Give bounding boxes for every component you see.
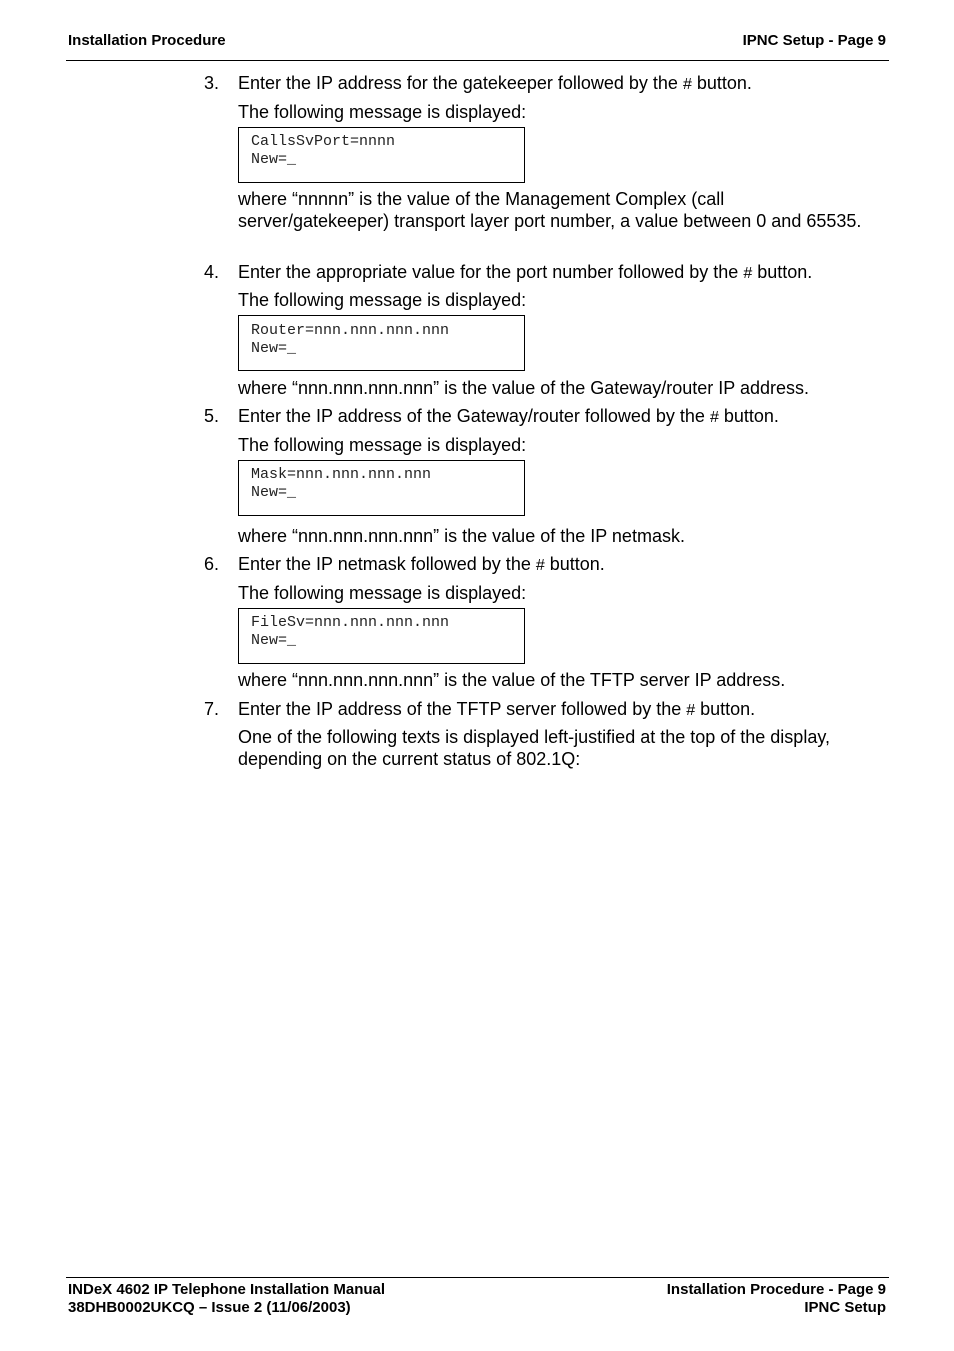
step-instruction: Enter the IP address of the Gateway/router followed by the # button. bbox=[238, 406, 779, 426]
page-header bbox=[66, 32, 889, 61]
footer-manual-title: INDeX 4602 IP Telephone Installation Manual bbox=[68, 1281, 386, 1298]
step-number: 7. bbox=[204, 699, 220, 719]
message-intro: The following message is displayed: bbox=[238, 102, 527, 122]
display-line-1: Mask=nnn.nnn.nnn.nnn bbox=[251, 466, 432, 483]
step-instruction: Enter the IP address for the gatekeeper followed by the # button. bbox=[238, 73, 752, 93]
where-explanation: where “nnnnn” is the value of the Management Complex (call server/gatekeeper) transport layer port number, a value between 0 and 65535. bbox=[238, 189, 862, 231]
step-number: 6. bbox=[204, 554, 220, 574]
step-instruction: Enter the IP netmask followed by the # button. bbox=[238, 554, 605, 574]
display-message-box bbox=[238, 127, 525, 183]
message-intro: The following message is displayed: bbox=[238, 435, 527, 455]
hash-key-symbol: # bbox=[682, 76, 692, 93]
display-message-box bbox=[238, 315, 525, 371]
page-footer bbox=[66, 1277, 889, 1316]
header-section-title: Installation Procedure bbox=[68, 32, 226, 49]
display-line-1: FileSv=nnn.nnn.nnn.nnn bbox=[251, 614, 450, 631]
display-message-box bbox=[238, 460, 525, 516]
header-page-label: IPNC Setup - Page 9 bbox=[742, 32, 886, 49]
step-number: 4. bbox=[204, 262, 220, 282]
hash-key-symbol: # bbox=[686, 702, 696, 719]
step-number: 5. bbox=[204, 406, 220, 426]
step-instruction: Enter the IP address of the TFTP server followed by the # button. bbox=[238, 699, 756, 719]
message-intro: The following message is displayed: bbox=[238, 290, 527, 310]
display-line-2: New=_ bbox=[251, 484, 297, 501]
display-line-2: New=_ bbox=[251, 632, 297, 649]
where-explanation: where “nnn.nnn.nnn.nnn” is the value of the IP netmask. bbox=[238, 526, 685, 546]
display-line-1: CallsSvPort=nnnn bbox=[251, 133, 396, 150]
hash-key-symbol: # bbox=[709, 409, 719, 426]
display-line-2: New=_ bbox=[251, 340, 297, 357]
hash-key-symbol: # bbox=[535, 557, 545, 574]
footer-section-label: IPNC Setup bbox=[804, 1299, 886, 1316]
step-note: One of the following texts is displayed left-justified at the top of the display, depending on the current status of 802.1Q: bbox=[238, 727, 830, 769]
step-instruction: Enter the appropriate value for the port number followed by the # button. bbox=[238, 262, 813, 282]
step-number: 3. bbox=[204, 73, 220, 93]
display-message-box bbox=[238, 608, 525, 664]
where-explanation: where “nnn.nnn.nnn.nnn” is the value of the TFTP server IP address. bbox=[238, 670, 786, 690]
message-intro: The following message is displayed: bbox=[238, 583, 527, 603]
display-line-1: Router=nnn.nnn.nnn.nnn bbox=[251, 322, 450, 339]
footer-page-label: Installation Procedure - Page 9 bbox=[666, 1281, 886, 1298]
display-line-2: New=_ bbox=[251, 151, 297, 168]
hash-key-symbol: # bbox=[743, 265, 753, 282]
footer-document-issue: 38DHB0002UKCQ – Issue 2 (11/06/2003) bbox=[68, 1299, 351, 1316]
where-explanation: where “nnn.nnn.nnn.nnn” is the value of the Gateway/router IP address. bbox=[238, 378, 810, 398]
